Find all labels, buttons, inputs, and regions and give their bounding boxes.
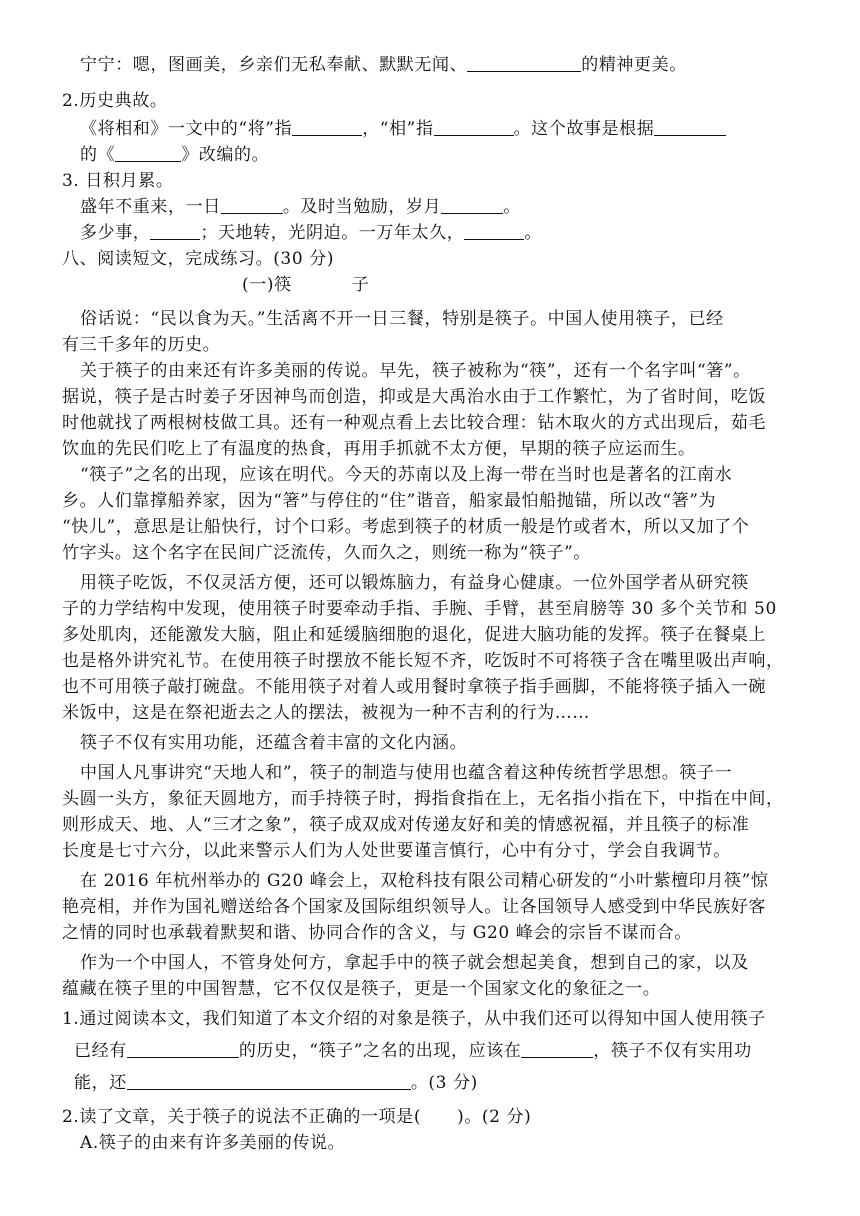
passage-line: 据说，筷子是古时姜子牙因神鸟而创造，抑或是大禹治水由于工作繁忙，为了省时间，吃饭 [62, 387, 766, 407]
blank-poem1[interactable] [221, 195, 283, 214]
blank-source-book[interactable] [115, 143, 181, 162]
passage-line: 筷子不仅有实用功能，还蕴含着丰富的文化内涵。 [80, 733, 468, 753]
blank-spirit[interactable] [467, 53, 581, 72]
q3-line1 [80, 194, 521, 220]
q1-text: 能，还 [74, 1073, 127, 1093]
ningning-comma: 、 [449, 55, 468, 75]
passage-line: “快儿”，意思是让船快行，讨个口彩。考虑到筷子的材质一般是竹或者木，所以又加了个 [62, 517, 750, 537]
blank-poem2[interactable] [441, 195, 503, 214]
passage-line: 长度是七寸六分，以此来警示人们为人处世要谨言慎行，心中有分寸，学会自我调节。 [62, 841, 731, 861]
q2-text: ，“相”指 [362, 119, 434, 139]
q1-text: 。(3 分) [410, 1073, 478, 1093]
q2-text: 》改编的。 [181, 145, 270, 165]
blank-jiang[interactable] [292, 117, 362, 136]
ningning-text: 宁宁：嗯，图画美，乡亲们无私奉献、默默无闻 [80, 55, 450, 75]
passage-line: 头圆一头方，象征天圆地方，而手持筷子时，拇指食指在上，无名指小指在下，中指在中间， [62, 789, 784, 809]
passage-line: 中国人凡事讲究“天地人和”，筷子的制造与使用也蕴含着这种传统哲学思想。筷子一 [80, 763, 733, 783]
passage-line: 米饭中，这是在祭祀逝去之人的摆法，被视为一种不吉利的行为…… [62, 703, 590, 723]
passage-line: 多处肌肉，还能激发大脑，阻止和延缓脑细胞的退化，促进大脑功能的发挥。筷子在餐桌上 [62, 625, 766, 645]
q2-choice-question: 2.读了文章，关于筷子的说法不正确的一项是( )。(2 分) [62, 1107, 532, 1127]
passage-line: 艳亮相，并作为国礼赠送给各个国家及国际组织领导人。让各国领导人感受到中华民族好客 [62, 897, 766, 917]
q1-text: 的历史，“筷子”之名的出现，应该在 [238, 1041, 522, 1061]
blank-poem3[interactable] [150, 221, 200, 240]
q3-text: 。 [524, 223, 543, 243]
q3-text: 。及时当勉励，岁月 [282, 197, 442, 217]
q2-text: 的《 [80, 145, 116, 165]
passage-title: (一)筷 子 [242, 275, 370, 295]
passage-line: 用筷子吃饭，不仅灵活方便，还可以锻炼脑力，有益身心健康。一位外国学者从研究筷 [80, 573, 749, 593]
blank-xiang[interactable] [434, 117, 514, 136]
ningning-line [80, 52, 687, 78]
q2-history-title: 2.历史典故。 [62, 91, 168, 111]
passage-line: 也是格外讲究礼节。在使用筷子时摆放不能长短不齐，吃饭时不可将筷子含在嘴里吸出声响， [62, 651, 784, 671]
passage-line: 作为一个中国人，不管身处何方，拿起手中的筷子就会想起美食，想到自己的家，以及 [80, 953, 749, 973]
passage-line: 俗话说：“民以食为天。”生活离不开一日三餐，特别是筷子。中国人使用筷子，已经 [80, 309, 724, 329]
passage-line: 时他就找了两根树枝做工具。还有一种观点看上去比较合理：钻木取火的方式出现后，茹毛 [62, 413, 766, 433]
passage-line: 在 2016 年杭州举办的 G20 峰会上，双枪科技有限公司精心研发的“小叶紫檀印月筷”惊 [80, 871, 769, 891]
q1-line2 [74, 1038, 752, 1064]
blank-culture[interactable] [127, 1071, 411, 1090]
blank-name-era[interactable] [521, 1039, 593, 1058]
passage-line: 子的力学结构中发现，使用筷子时要牵动手指、手腕、手臂，甚至肩膀等 30 多个关节和 50 [62, 599, 777, 619]
passage-line: 之情的同时也承载着默契和谐、协同合作的含义，与 G20 峰会的宗旨不谋而合。 [62, 923, 692, 943]
passage-line: 也不可用筷子敲打碗盘。不能用筷子对着人或用餐时拿筷子指手画脚，不能将筷子插入一碗 [62, 677, 766, 697]
q1-line1: 1.通过阅读本文，我们知道了本文介绍的对象是筷子，从中我们还可以得知中国人使用筷子 [62, 1009, 766, 1029]
passage-line: “筷子”之名的出现，应该在明代。今天的苏南以及上海一带在当时也是著名的江南水 [80, 465, 733, 485]
q1-line3 [74, 1070, 478, 1096]
blank-history-years[interactable] [127, 1039, 239, 1058]
passage-line: 乡。人们靠撑船养家，因为“箸”与停住的“住”谐音，船家最怕船抛锚，所以改“箸”为 [62, 491, 717, 511]
part8-heading: 八、阅读短文，完成练习。(30 分) [62, 249, 335, 269]
q2-text: 。这个故事是根据 [513, 119, 655, 139]
passage-line: 则形成天、地、人“三才之象”，筷子成双成对传递友好和美的情感祝福，并且筷子的标准 [62, 815, 750, 835]
q3-title: 3. 日积月累。 [62, 171, 174, 191]
passage-line: 关于筷子的由来还有许多美丽的传说。早先，筷子被称为“筷”，还有一个名字叫“箸”。 [80, 361, 751, 381]
q1-text: 已经有 [74, 1041, 127, 1061]
q2-text: 《将相和》一文中的“将”指 [80, 119, 293, 139]
q2-line1 [80, 116, 726, 142]
q3-text: 。 [503, 197, 521, 217]
passage-line: 饮血的先民们吃上了有温度的热食，再用手抓就不太方便，早期的筷子应运而生。 [62, 439, 696, 459]
blank-source-author[interactable] [654, 117, 726, 136]
blank-poem4[interactable] [464, 221, 524, 240]
q2-line2 [80, 142, 269, 168]
q1-text: ，筷子不仅有实用功 [593, 1041, 752, 1061]
q3-text: ；天地转，光阴迫。一万年太久， [200, 223, 465, 243]
q3-line2 [80, 220, 542, 246]
q3-text: 盛年不重来，一日 [80, 197, 221, 217]
passage-line: 有三千多年的历史。 [62, 335, 221, 355]
option-a[interactable]: A.筷子的由来有许多美丽的传说。 [80, 1133, 346, 1153]
passage-line: 竹字头。这个名字在民间广泛流传，久而久之，则统一称为“筷子”。 [62, 543, 591, 563]
passage-line: 蕴藏在筷子里的中国智慧，它不仅仅是筷子，更是一个国家文化的象征之一。 [62, 979, 661, 999]
q3-text: 多少事， [80, 223, 151, 243]
ningning-text-end: 的精神更美。 [581, 55, 687, 75]
